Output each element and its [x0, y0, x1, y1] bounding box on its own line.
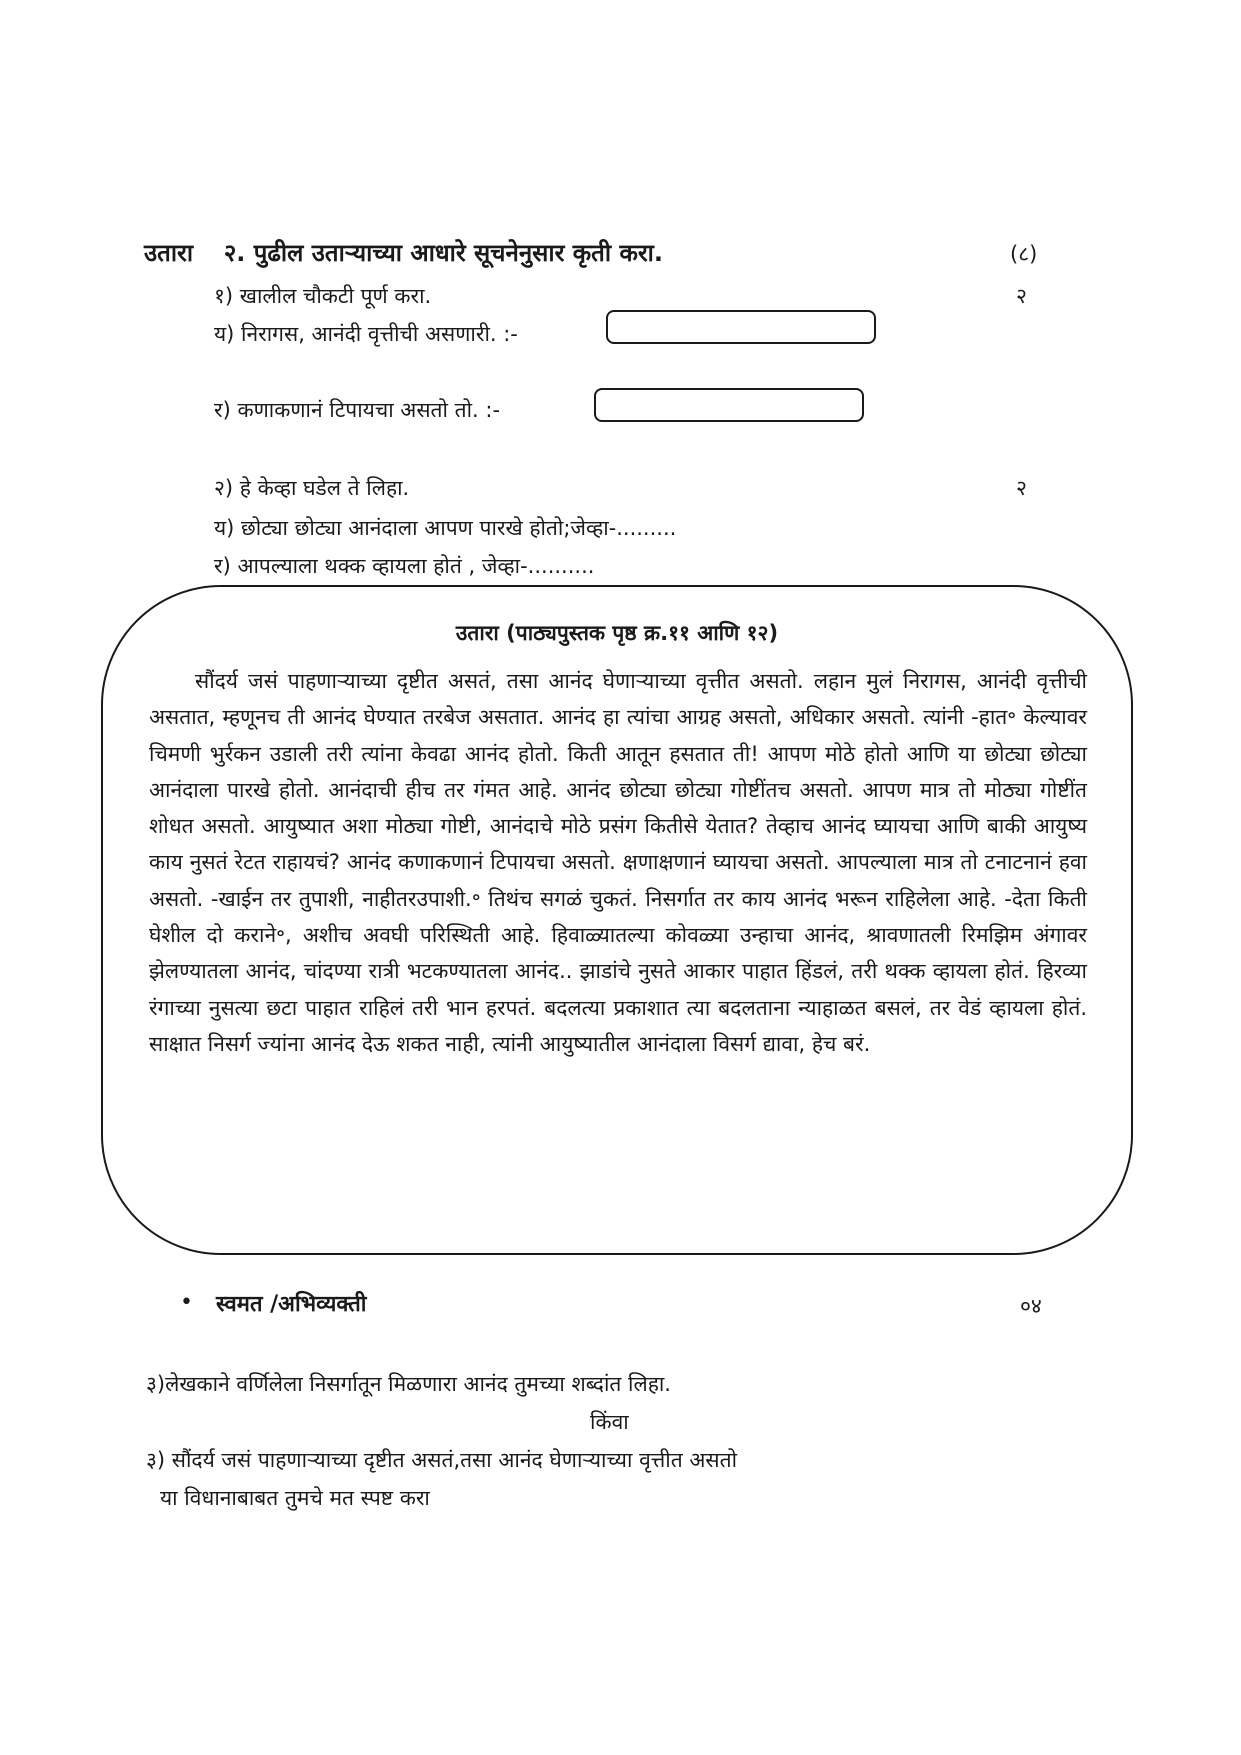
q1-marks: २	[1016, 284, 1027, 308]
passage-text: सौंदर्य जसं पाहणाऱ्याच्या दृष्टीत असतं, तसा आनंद घेणाऱ्याच्या वृत्तीत असतो. लहान मुलं निरागस, आनंदी वृत्तीची असतात, म्हणूनच ती आनंद घेण्यात तरबेज असतात. आनंद हा त्यांचा आग्रह असतो, अधिकार असतो. त्यांनी -हात॰ केल्यावर चिमणी भुर्रकन उडाली तरी त्यांना केवढा आनंद होतो. किती आतून हसतात ती! आपण मोठे होतो आणि या छोट्या छोट्या आनंदाला पारखे होतो. आनंदाची हीच तर गंमत आहे. आनंद छोट्या छोट्या गोष्टींतच असतो. आपण मात्र तो मोठ्या गोष्टींत शोधत असतो. आयुष्यात अशा मोठ्या गोष्टी, आनंदाचे मोठे प्रसंग कितीसे येतात? तेव्हाच आनंद घ्यायचा आणि बाकी आयुष्य काय नुसतं रेटत राहायचं? आनंद कणाकणानं टिपायचा असतो. क्षणाक्षणानं घ्यायचा असतो. आपल्याला मात्र तो टनाटनानं हवा असतो. -खाईन तर तुपाशी, नाहीतरउपाशी.॰ तिथंच सगळं चुकतं. निसर्गात तर काय आनंद भरून राहिलेला आहे. -देता किती घेशील दो कराने॰, अशीच अवघी परिस्थिती आहे. हिवाळ्यातल्या कोवळ्या उन्हाचा आनंद, श्रावणातली रिमझिम अंगावर झेलण्यातला आनंद, चांदण्या रात्री भटकण्यातला आनंद.. झाडांचे नुसते आकार पाहात हिंडलं, तरी थक्क व्हायला होतं. हिरव्या रंगाच्या नुसत्या छटा पाहात राहिलं तरी भान हरपतं. बदलत्या प्रकाशात त्या बदलताना न्याहाळत बसलं, तर वेडं व्हायला होतं. साक्षात निसर्ग ज्यांना आनंद देऊ शकत नाही, त्यांनी आयुष्यातील आनंदाला विसर्ग द्यावा, हेच बरं.	[149, 669, 1087, 1056]
q2-title: २) हे केव्हा घडेल ते लिहा.	[214, 476, 410, 500]
opinion-title: स्वमत /अभिव्यक्ती	[216, 1292, 367, 1317]
q2-marks: २	[1016, 476, 1027, 500]
passage-box	[101, 585, 1133, 1255]
bullet-icon: •	[180, 1290, 193, 1315]
answer-box-2[interactable]	[594, 388, 864, 422]
passage-title: उतारा (पाठ्यपुस्तक पृष्ठ क्र.११ आणि १२)	[455, 621, 779, 645]
question-instruction: पुढील उताऱ्याच्या आधारे सूचनेनुसार कृती करा.	[253, 239, 664, 267]
question-label: उतारा	[144, 239, 194, 267]
question-header	[144, 236, 663, 269]
opinion-question-a: ३)लेखकाने वर्णिलेला निसर्गातून मिळणारा आनंद तुमच्या शब्दांत लिहा.	[146, 1372, 671, 1396]
opinion-question-b-line1: ३) सौंदर्य जसं पाहणाऱ्याच्या दृष्टीत असतं,तसा आनंद घेणाऱ्याच्या वृत्तीत असतो	[146, 1448, 738, 1472]
q2-item-2: र) आपल्याला थक्क व्हायला होतं , जेव्हा-..........	[214, 554, 595, 578]
opinion-question-b-line2: या विधानाबाबत तुमचे मत स्पष्ट करा	[160, 1486, 430, 1510]
q2-item-1: य) छोट्या छोट्या आनंदाला आपण पारखे होतो;जेव्हा-.........	[214, 516, 677, 540]
q1-title: १) खालील चौकटी पूर्ण करा.	[214, 284, 432, 308]
or-label: किंवा	[590, 1410, 629, 1434]
answer-box-1[interactable]	[606, 310, 876, 344]
q1-item-1: य) निरागस, आनंदी वृत्तीची असणारी. :-	[214, 322, 518, 346]
q1-item-2: र) कणाकणानं टिपायचा असतो तो. :-	[214, 398, 501, 422]
question-number: २.	[223, 239, 246, 267]
opinion-marks: ०४	[1020, 1294, 1042, 1318]
question-marks: (८)	[1010, 242, 1038, 266]
